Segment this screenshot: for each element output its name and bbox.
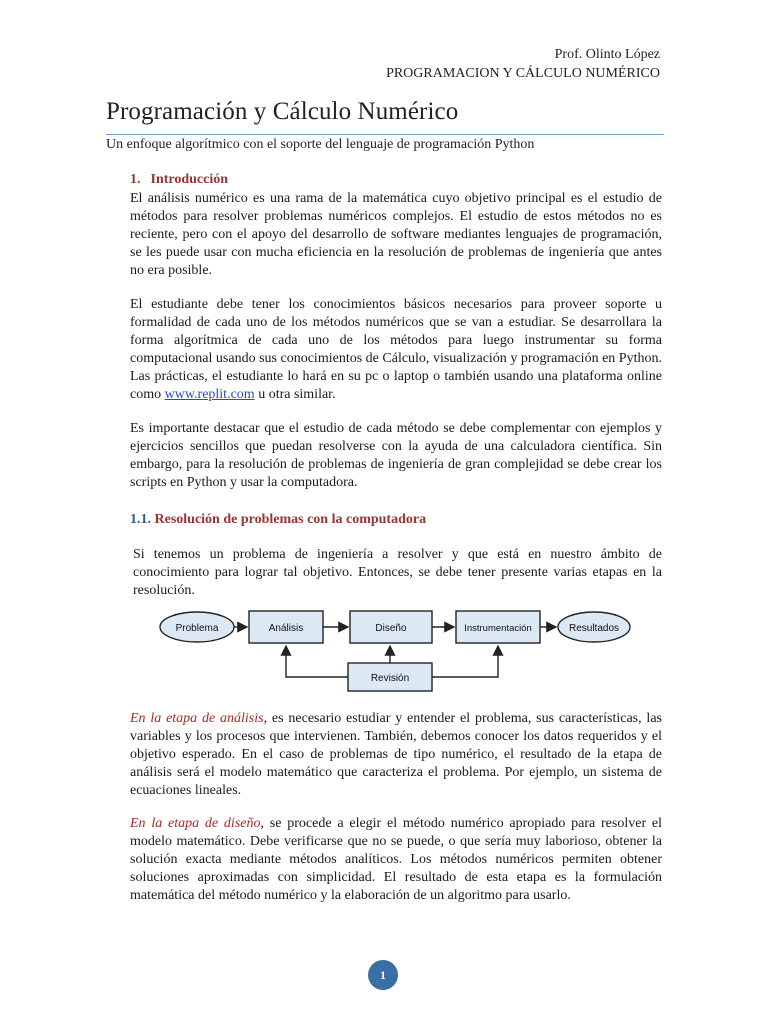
section-heading-introduccion xyxy=(130,172,228,188)
node-instrumentacion-label: Instrumentación xyxy=(464,623,532,634)
page-number-badge: 1 xyxy=(368,960,398,990)
replit-link[interactable]: www.replit.com xyxy=(164,387,255,402)
arrow-revision-instrumentacion xyxy=(432,646,498,677)
section-heading-resolucion xyxy=(130,512,426,528)
process-flow-diagram xyxy=(158,604,632,694)
arrow-revision-analisis xyxy=(286,646,348,677)
section-title: Introducción xyxy=(150,172,229,187)
header-author: Prof. Olinto López xyxy=(554,47,660,62)
intro-paragraph-2-text: El estudiante debe tener los conocimientos básicos necesarios para proveer soporte u formalidad de cada uno de los métodos numéricos que se van a estudiar. Se desarrollara la forma algorítmica de cada uno de los métodos para luego instrumentar su forma computacional usando sus conocimientos de Cálculo, visualización y programación en Python. Las prácticas, el estudiante lo hará en su pc o laptop o también usando una plataforma online como xyxy=(130,297,662,402)
intro-paragraph-2-end: u otra similar. xyxy=(254,387,336,402)
node-analisis-label: Análisis xyxy=(268,623,304,634)
node-resultados-label: Resultados xyxy=(568,623,620,634)
diseno-paragraph xyxy=(130,815,662,905)
node-revision-label: Revisión xyxy=(370,673,410,684)
analisis-text: , es necesario estudiar y entender el problema, sus características, las variables y los procesos que intervienen. También, debemos conocer los datos requeridos y el objetivo esperado. En el caso de problemas de tipo numérico, el resultado de la etapa de análisis será el modelo matemático que caracteriza el problema. Por ejemplo, un sistema de ecuaciones lineales. xyxy=(130,711,662,798)
analisis-lead: En la etapa de análisis xyxy=(130,711,264,726)
intro-paragraph-3: Es importante destacar que el estudio de cada método se debe complementar con ejemplos y ejercicios sencillos que puedan resolverse con la ayuda de una calculadora científica. Sin embargo, para la resolución de problemas de ingeniería de gran complejidad se debe crear los scripts en Python y usar la computadora. xyxy=(130,421,662,490)
analisis-paragraph xyxy=(130,710,662,800)
subsection-title: Resolución de problemas con la computadora xyxy=(154,512,427,527)
document-subtitle: Un enfoque algorítmico con el soporte del lenguaje de programación Python xyxy=(106,137,535,152)
title-divider xyxy=(106,134,664,135)
section-number: 1. xyxy=(130,172,141,187)
node-diseno-label: Diseño xyxy=(375,623,407,634)
intro-paragraph-1: El análisis numérico es una rama de la matemática cuyo objetivo principal es el estudio de métodos para resolver problemas numéricos complejos. El estudio de estos métodos no es reciente, pero con el apoyo del desarrollo de software mediantes lenguajes de programación, se les puede usar con mucha eficiencia en la resolución de problemas de ingeniería que antes no era posible. xyxy=(130,191,662,278)
resolucion-paragraph-1: Si tenemos un problema de ingeniería a resolver y que está en nuestro ámbito de conocimiento para lograr tal objetivo. Entonces, se debe tener presente varias etapas en la resolución. xyxy=(133,547,662,598)
node-problema-label: Problema xyxy=(175,623,219,634)
diseno-text: , se procede a elegir el método numérico apropiado para resolver el modelo matemático. Debe verificarse que no se puede, o que sería muy laborioso, obtener la solución exacta mediante métodos analíticos. Los métodos numéricos permiten obtener soluciones aproximadas con simplicidad. El resultado de esta etapa es la formulación matemática del método numérico y la elaboración de un algoritmo para usarlo. xyxy=(130,816,663,903)
intro-paragraph-2 xyxy=(130,296,662,404)
document-title: Programación y Cálculo Numérico xyxy=(106,98,459,125)
diseno-lead: En la etapa de diseño xyxy=(130,816,261,831)
subsection-number: 1.1. xyxy=(130,512,151,527)
header-course: PROGRAMACION Y CÁLCULO NUMÉRICO xyxy=(386,66,660,81)
